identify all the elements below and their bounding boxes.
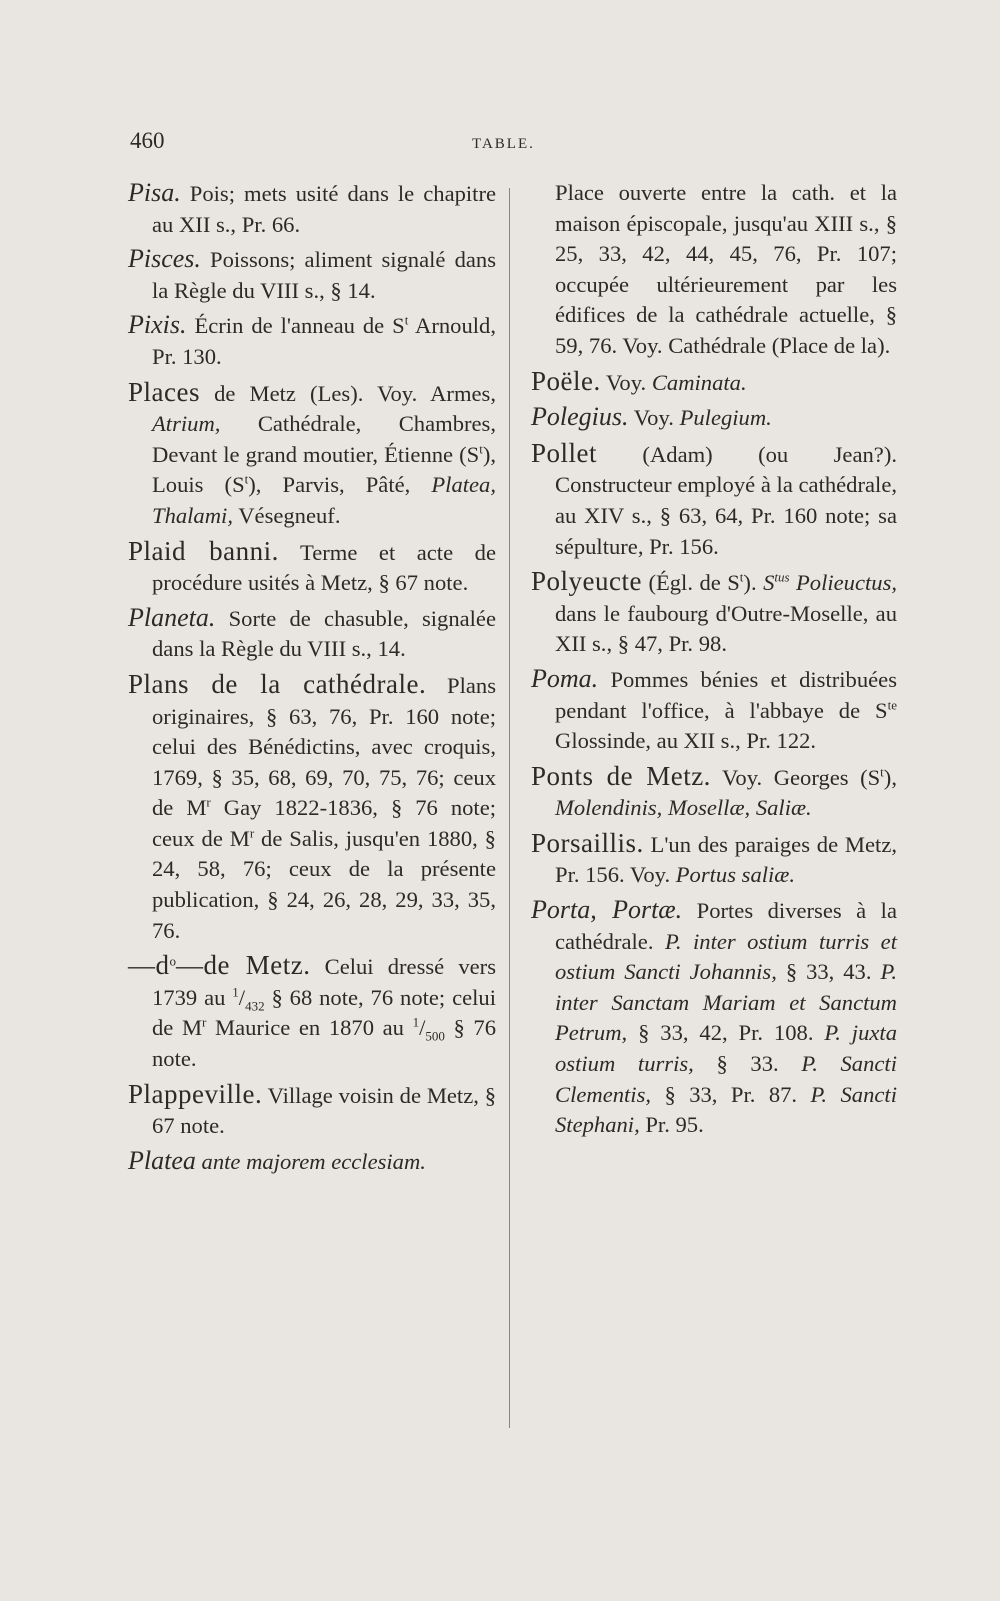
headword: Porsaillis. bbox=[531, 827, 644, 858]
entry-text: ), bbox=[883, 764, 897, 790]
italic-ref: Molendinis, Mosellæ, Saliæ. bbox=[555, 795, 812, 821]
left-column bbox=[128, 178, 496, 1181]
headword: Poma. bbox=[531, 663, 599, 693]
entry-pisa bbox=[128, 178, 496, 240]
entry-text: Village voisin de Metz, § 67 note. bbox=[152, 1082, 497, 1139]
entry-text: Place ouverte entre la cath. et la maison épiscopale, jusqu'au XIII s., § 25, 33, 42, 44, 45, 76, Pr. 107; occupée ultérieurement par les édifices de la cathédrale actuelle, § 59, 76. Voy. Cathédrale (Place de la). bbox=[555, 180, 897, 358]
column-divider bbox=[509, 188, 510, 1428]
entry-text: Terme et acte de procédure usités à Metz, § 67 note. bbox=[152, 539, 496, 596]
headword: Pisa. bbox=[128, 178, 181, 207]
entry-text: § 33, 43. bbox=[776, 959, 881, 985]
right-column bbox=[531, 178, 897, 1145]
entry-polyeucte bbox=[531, 566, 897, 660]
headword: Pixis. bbox=[128, 310, 187, 340]
entry-text: § 33, Pr. 87. bbox=[651, 1081, 811, 1107]
entry-text: Maurice en 1870 au bbox=[206, 1015, 413, 1041]
italic-ref: Platea, Thalami, bbox=[152, 472, 496, 528]
entry-poma bbox=[531, 664, 897, 757]
entry-text: L'un des paraiges de Metz, Pr. 156. Voy. bbox=[555, 831, 897, 888]
entry-text: Gay 1822-1836, § 76 note; ceux de M bbox=[152, 795, 496, 851]
entry-plappeville bbox=[128, 1079, 496, 1142]
entry-text: § 33. bbox=[693, 1051, 802, 1077]
entry-text: Celui dressé vers 1739 au bbox=[152, 954, 496, 1010]
entry-text: (Adam) (ou Jean?). Constructeur employé à la cathédrale, au XIV s., § 63, 64, Pr. 160 note; sa sépulture, Pr. 156. bbox=[555, 441, 897, 559]
italic-ref: S bbox=[763, 570, 775, 596]
entry-plaid bbox=[128, 536, 496, 599]
entry-text: (Égl. de S bbox=[641, 570, 740, 596]
italic-ref: Caminata. bbox=[651, 369, 747, 395]
entry-ponts bbox=[531, 761, 897, 824]
headword: Porta, Portæ. bbox=[531, 895, 683, 925]
entry-pollet bbox=[531, 438, 897, 562]
headword: Pisces. bbox=[128, 244, 201, 274]
superscript: tus bbox=[774, 569, 790, 585]
headword: Polyeucte bbox=[531, 566, 642, 597]
superscript: r bbox=[202, 1014, 207, 1030]
entry-text: de Metz (Les). Voy. Armes, bbox=[199, 380, 496, 406]
fraction-numerator: 1 bbox=[412, 1014, 420, 1030]
entry-text: Pommes bénies et distribuées pendant l'office, à l'abbaye de S bbox=[555, 666, 897, 723]
entry-pisces bbox=[128, 244, 496, 306]
headword: Pollet bbox=[531, 437, 598, 468]
headword: Ponts de Metz. bbox=[531, 760, 711, 791]
entry-plans bbox=[128, 669, 496, 946]
entry-text: Voy. Georges (S bbox=[710, 764, 881, 790]
entry-text: Écrin de l'anneau de S bbox=[194, 313, 405, 339]
entry-pixis bbox=[128, 310, 496, 372]
entry-plans-metz: $—d^o—de$ Metz. Celui dressé vers 1739 au $^1/_{432}$ § 68 note, 76 note; celui de $M^r$ Maurice en 1870 au $^1/_{500}$ § 76 note. bbox=[128, 950, 497, 1072]
italic-ref: P. inter ostium turris et ostium Sancti Johannis, bbox=[555, 928, 897, 985]
entry-text: Arnould, Pr. 130. bbox=[152, 313, 496, 369]
headword: Poële. bbox=[531, 365, 601, 396]
entry-text: Sorte de chasuble, signalée dans la Règle du VIII s., 14. bbox=[152, 605, 496, 662]
entry-text: § 68 note, 76 note; celui de M bbox=[152, 984, 497, 1041]
italic-ref: Pulegium. bbox=[679, 405, 772, 431]
italic-ref: Portus saliæ. bbox=[675, 862, 796, 888]
superscript: r bbox=[206, 794, 211, 810]
entry-text: de Salis, jusqu'en 1880, § 24, 58, 76; ceux de la présente publication, § 24, 26, 28, 29, 33, 35, 76. bbox=[152, 825, 496, 943]
entry-text: Pois; mets usité dans le chapitre au XII s., Pr. 66. bbox=[152, 181, 496, 237]
page-number: 460 bbox=[130, 128, 165, 153]
italic-ref: Atrium, bbox=[152, 411, 221, 437]
italic-ref: P. Sancti Stephani, bbox=[555, 1081, 897, 1138]
entry-text: § 33, 42, Pr. 108. bbox=[627, 1020, 825, 1046]
entry-platea bbox=[128, 1146, 496, 1178]
superscript: t bbox=[880, 764, 884, 780]
entry-text: Portes diverses à la cathédrale. bbox=[555, 898, 897, 954]
entry-planeta bbox=[128, 603, 496, 665]
superscript: o bbox=[169, 953, 176, 969]
entry-platea-continued bbox=[531, 178, 897, 362]
entry-text: Cathédrale, Chambres, Devant le grand moutier, Étienne (S bbox=[152, 411, 496, 467]
entry-text: Poissons; aliment signalé dans la Règle du VIII s., § 14. bbox=[152, 247, 496, 303]
entry-porsaillis bbox=[531, 828, 897, 891]
entry-text: Plans originaires, § 63, 76, Pr. 160 note; celui des Bénédictins, avec croquis, 1769, § 35, 68, 69, 70, 75, 76; ceux de M bbox=[152, 672, 496, 821]
entry-text: dans le faubourg d'Outre-Moselle, au XII s., § 47, Pr. 98. bbox=[555, 600, 897, 657]
entry-text: ), Parvis, Pâté, bbox=[248, 472, 432, 498]
entry-text: Vésegneuf. bbox=[232, 502, 341, 528]
entry-text: Voy. bbox=[628, 405, 680, 431]
headword: Places bbox=[128, 376, 200, 407]
superscript: t bbox=[404, 312, 409, 328]
fraction-denominator: 432 bbox=[245, 998, 265, 1014]
running-head: TABLE. bbox=[472, 136, 535, 152]
entry-text: ). bbox=[743, 570, 764, 596]
entry-poele bbox=[531, 366, 897, 399]
fraction-numerator: 1 bbox=[232, 984, 239, 1000]
italic-ref: P. Sancti Clementis, bbox=[555, 1051, 897, 1107]
headword: Planeta. bbox=[128, 602, 216, 632]
entry-text: ante majorem ecclesiam. bbox=[201, 1148, 426, 1174]
fraction-denominator: 500 bbox=[425, 1028, 445, 1044]
italic-ref: P. juxta ostium turris, bbox=[555, 1020, 897, 1077]
headword: —de Metz. bbox=[176, 950, 311, 981]
entry-polegius bbox=[531, 402, 897, 434]
headword-lead: —d bbox=[128, 950, 170, 981]
entry-text: Pr. 95. bbox=[639, 1112, 704, 1138]
entry-text: Glossinde, au XII s., Pr. 122. bbox=[555, 728, 817, 754]
superscript: te bbox=[887, 696, 897, 712]
italic-ref: P. inter Sanctam Mariam et Sanctum Petrum, bbox=[555, 959, 898, 1046]
entry-text: § 76 note. bbox=[152, 1015, 496, 1072]
headword: Plans de la cathédrale. bbox=[128, 668, 427, 699]
headword: Plappeville. bbox=[128, 1078, 263, 1109]
entry-text: Voy. bbox=[600, 369, 652, 395]
superscript: t bbox=[739, 569, 744, 585]
headword: Polegius. bbox=[531, 402, 629, 432]
superscript: r bbox=[249, 825, 255, 841]
italic-ref: Polieuctus, bbox=[789, 570, 898, 596]
superscript: t bbox=[479, 441, 483, 457]
superscript: t bbox=[244, 471, 249, 487]
headword: Platea bbox=[128, 1145, 196, 1175]
headword: Plaid banni. bbox=[128, 535, 279, 566]
entry-places bbox=[128, 377, 496, 532]
entry-porta bbox=[531, 895, 897, 1141]
entry-text: ), Louis (S bbox=[152, 441, 496, 498]
